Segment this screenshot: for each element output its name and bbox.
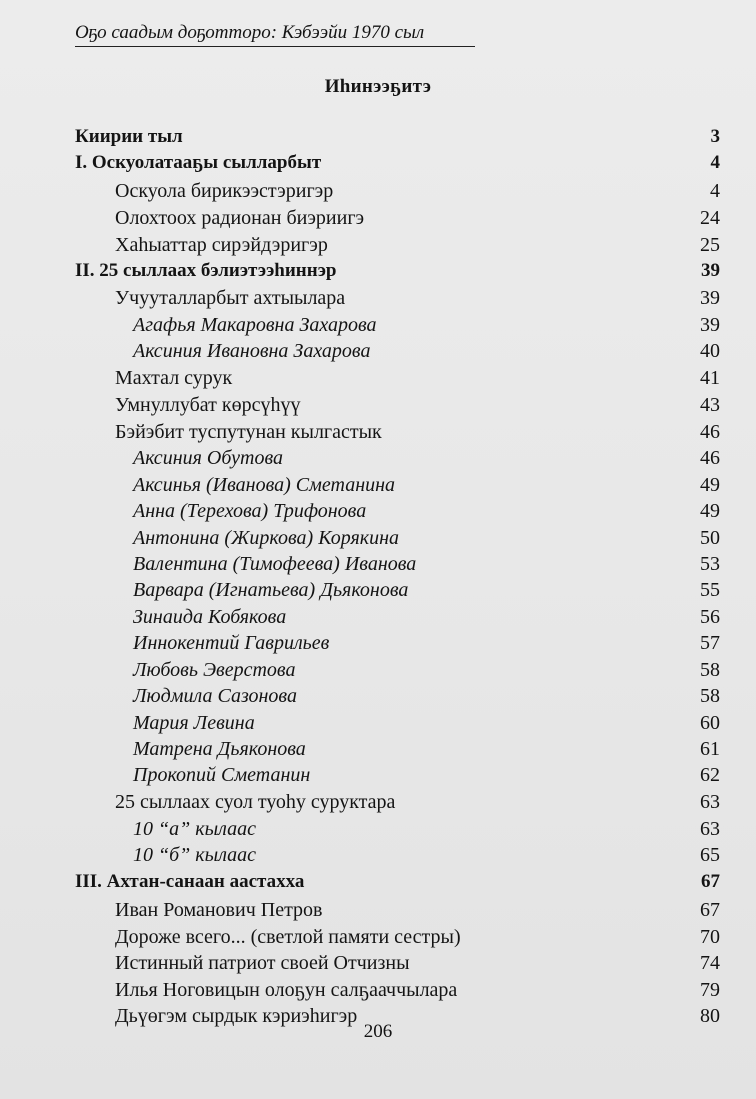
toc-entry-page: 43 xyxy=(700,394,720,416)
toc-entry-label: Людмила Сазонова xyxy=(133,685,297,707)
toc-entry xyxy=(0,604,756,630)
toc-entry xyxy=(0,124,756,150)
toc-entry xyxy=(0,950,756,976)
toc-entry-label: Аксиния Ивановна Захарова xyxy=(133,340,371,362)
toc-entry-page: 39 xyxy=(701,260,720,281)
toc-entry-page: 63 xyxy=(700,818,720,840)
toc-entry-page: 67 xyxy=(700,899,720,921)
toc-entry-label: Иннокентий Гаврильев xyxy=(133,632,330,654)
toc-entry-label: Киирии тыл xyxy=(75,126,183,147)
toc-entry-label: Дороже всего... (светлой памяти сестры) xyxy=(115,926,461,948)
toc-entry xyxy=(0,924,756,950)
toc-entry-label: Зинаида Кобякова xyxy=(133,606,287,628)
toc-entry xyxy=(0,657,756,683)
toc-entry-label: Аксиния Обутова xyxy=(133,447,284,469)
toc-entry-page: 67 xyxy=(701,871,720,892)
toc-entry-page: 58 xyxy=(700,659,720,681)
toc-entry-label: Матрена Дьяконова xyxy=(133,738,306,760)
toc-entry-page: 61 xyxy=(700,738,720,760)
toc-entry xyxy=(0,445,756,471)
toc-entry-label: Прокопий Сметанин xyxy=(133,764,311,786)
toc-entry-label: 10 “б” кылаас xyxy=(133,844,257,866)
toc-entry-label: II. 25 сыллаах бэлиэтээһиннэр xyxy=(75,260,337,281)
toc-entry xyxy=(0,419,756,445)
toc-entry-page: 53 xyxy=(700,553,720,575)
toc-entry-page: 24 xyxy=(700,207,720,229)
toc-entry-label: Валентина (Тимофеева) Иванова xyxy=(133,553,417,575)
toc-entry xyxy=(0,683,756,709)
toc-entry xyxy=(0,150,756,176)
toc-entry-label: Аксинья (Иванова) Сметанина xyxy=(133,474,396,496)
toc-entry-page: 57 xyxy=(700,632,720,654)
toc-entry-page: 39 xyxy=(700,287,720,309)
toc-entry xyxy=(0,338,756,364)
toc-entry xyxy=(0,869,756,895)
toc-entry-label: III. Ахтан-санаан аастахха xyxy=(75,871,305,892)
toc-entry-page: 65 xyxy=(700,844,720,866)
toc-entry-page: 4 xyxy=(710,152,720,173)
toc-title: Иһинээҕитэ xyxy=(324,76,432,97)
toc-entry xyxy=(0,577,756,603)
toc-entry-page: 3 xyxy=(710,126,720,147)
toc-entry-page: 46 xyxy=(700,447,720,469)
toc-entry xyxy=(0,285,756,311)
toc-entry-label: Хаһыаттар сирэйдэригэр xyxy=(115,234,328,256)
toc-entry-page: 41 xyxy=(700,367,720,389)
toc-entry xyxy=(0,630,756,656)
toc-entry-label: Илья Ноговицын олоҕун салҕааччылара xyxy=(115,979,458,1001)
toc-entry-label: Оскуола бирикээстэригэр xyxy=(115,180,334,202)
toc-entry xyxy=(0,498,756,524)
toc-entry-label: Умнуллубат көрсүһүү xyxy=(115,394,301,416)
toc-entry xyxy=(0,977,756,1003)
running-header: Оҕо саадым доҕотторо: Кэбээйи 1970 сыл xyxy=(75,22,475,47)
toc-entry-page: 79 xyxy=(700,979,720,1001)
toc-entry-page: 25 xyxy=(700,234,720,256)
toc-entry xyxy=(0,258,756,284)
toc-entry-page: 4 xyxy=(710,180,720,202)
toc-entry-page: 63 xyxy=(700,791,720,813)
toc-entry-label: I. Оскуолатааҕы сылларбыт xyxy=(75,152,322,173)
toc-entry-page: 80 xyxy=(700,1005,720,1027)
toc-entry xyxy=(0,710,756,736)
toc-entry xyxy=(0,789,756,815)
toc-entry-label: 10 “а” кылаас xyxy=(133,818,256,840)
toc-entry-page: 60 xyxy=(700,712,720,734)
toc-entry-page: 58 xyxy=(700,685,720,707)
toc-entry-page: 74 xyxy=(700,952,720,974)
toc-entry-page: 39 xyxy=(700,314,720,336)
toc-entry xyxy=(0,736,756,762)
toc-entry xyxy=(0,312,756,338)
toc-entry-page: 56 xyxy=(700,606,720,628)
toc-entry-label: Мария Левина xyxy=(133,712,255,734)
toc-entry-label: Агафья Макаровна Захарова xyxy=(133,314,377,336)
toc-entry xyxy=(0,525,756,551)
toc-entry-label: 25 сыллаах суол туоһу суруктара xyxy=(115,791,396,813)
toc-entry xyxy=(0,392,756,418)
toc-entry-page: 50 xyxy=(700,527,720,549)
toc-entry-page: 70 xyxy=(700,926,720,948)
toc-entry xyxy=(0,897,756,923)
toc-entry xyxy=(0,205,756,231)
toc-entry-label: Иван Романович Петров xyxy=(115,899,323,921)
toc-entry-label: Учууталларбыт ахтыылара xyxy=(115,287,346,309)
toc-entry xyxy=(0,816,756,842)
toc-entry-page: 55 xyxy=(700,579,720,601)
toc-entry-label: Олохтоох радионан биэриигэ xyxy=(115,207,365,229)
toc-entry-page: 49 xyxy=(700,500,720,522)
toc-entry-label: Анна (Терехова) Трифонова xyxy=(133,500,367,522)
toc-entry-label: Бэйэбит туспутунан кылгастык xyxy=(115,421,382,443)
page-number: 206 xyxy=(363,1021,393,1042)
toc-entry-page: 46 xyxy=(700,421,720,443)
toc-entry-page: 49 xyxy=(700,474,720,496)
toc-entry xyxy=(0,232,756,258)
toc-entry-page: 40 xyxy=(700,340,720,362)
toc-entry-label: Истинный патриот своей Отчизны xyxy=(115,952,410,974)
toc-entry-label: Дьүөгэм сырдык кэриэһигэр xyxy=(115,1005,358,1027)
toc-entry-label: Антонина (Жиркова) Корякина xyxy=(133,527,400,549)
toc-entry xyxy=(0,365,756,391)
toc-entry-label: Любовь Эверстова xyxy=(133,659,296,681)
toc-entry-label: Варвара (Игнатьева) Дьяконова xyxy=(133,579,409,601)
toc-entry xyxy=(0,178,756,204)
toc-entry xyxy=(0,842,756,868)
toc-entry xyxy=(0,551,756,577)
toc-entry-page: 62 xyxy=(700,764,720,786)
toc-entry-label: Махтал сурук xyxy=(115,367,233,389)
toc-entry xyxy=(0,762,756,788)
toc-entry xyxy=(0,472,756,498)
